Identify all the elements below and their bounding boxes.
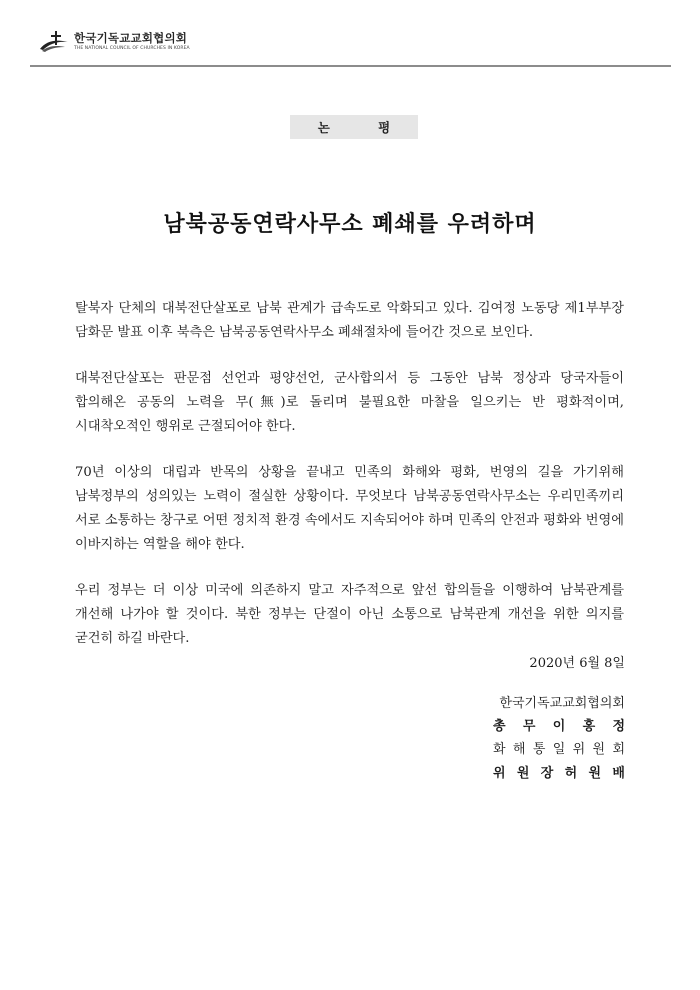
gs-title-char: 무 <box>522 719 536 734</box>
chair-title-char: 원 <box>516 766 530 781</box>
committee-char: 통 <box>532 742 546 757</box>
org-name-block <box>74 32 190 52</box>
body-paragraph: 대북전단살포는 판문점 선언과 평양선언, 군사합의서 등 그동안 남북 정상과 당국자들이 합의해온 공동의 노력을 무(無)로 돌리며 불필요한 마찰을 일으키는 반 평화적이며, 시대착오적인 행위로 근절되어야 한다. <box>75 371 624 434</box>
chair-title-char: 위 <box>493 766 506 781</box>
body-paragraph: 70년 이상의 대립과 반목의 상황을 끝내고 민족의 화해와 평화, 번영의 길을 가기위해 남북정부의 성의있는 노력이 절실한 상황이다. 무엇보다 남북공동연락사무소는 우리민족끼리 서로 소통하는 창구로 어떤 정치적 환경 속에서도 지속되어야 하며 민족의 안전과 평화와 번영에 이바지하는 역할을 해야 한다. <box>75 465 624 552</box>
committee-char: 해 <box>512 742 526 757</box>
signature-org: 한국기독교교회협의회 <box>499 696 625 711</box>
header-divider <box>30 65 671 67</box>
committee-char: 일 <box>552 742 566 757</box>
chair-title-char: 장 <box>540 766 554 781</box>
org-name-korean: 한국기독교교회협의회 <box>74 31 188 45</box>
chair-name-char: 허 <box>564 766 578 781</box>
chair-name-char: 배 <box>612 766 625 781</box>
gs-title-char: 총 <box>493 719 506 734</box>
document-date: 2020년 6월 8일 <box>529 656 625 671</box>
body-paragraph: 탈북자 단체의 대북전단살포로 남북 관계가 급속도로 악화되고 있다. 김여정 노동당 제1부부장 담화문 발표 이후 북측은 남북공동연락사무소 폐쇄절차에 들어간 것으로 보인다. <box>75 301 624 340</box>
body-paragraph: 우리 정부는 더 이상 미국에 의존하지 말고 자주적으로 앞선 합의들을 이행하여 남북관계를 개선해 나가야 할 것이다. 북한 정부는 단절이 아닌 소통으로 남북관계 개선을 위한 의지를 굳건히 하길 바란다. <box>75 583 624 646</box>
signature-committee <box>465 741 625 759</box>
gs-name-char: 이 <box>552 719 566 734</box>
document-body <box>75 297 624 673</box>
signature-general-secretary <box>465 718 625 736</box>
committee-char: 위 <box>572 742 586 757</box>
committee-char: 원 <box>592 742 606 757</box>
gs-name-char: 홍 <box>582 719 596 734</box>
org-name-english: THE NATIONAL COUNCIL OF CHURCHES IN KOREA <box>74 46 190 51</box>
committee-char: 회 <box>612 742 625 757</box>
document-type-label: 논 평 <box>290 115 418 139</box>
signature-chairperson <box>465 765 625 783</box>
org-header <box>38 28 190 56</box>
gs-name-char: 정 <box>612 719 625 734</box>
chair-name-char: 원 <box>588 766 602 781</box>
committee-char: 화 <box>493 742 506 757</box>
ncck-logo-icon <box>38 29 70 55</box>
document-title: 남북공동연락사무소 폐쇄를 우려하며 <box>163 212 537 237</box>
